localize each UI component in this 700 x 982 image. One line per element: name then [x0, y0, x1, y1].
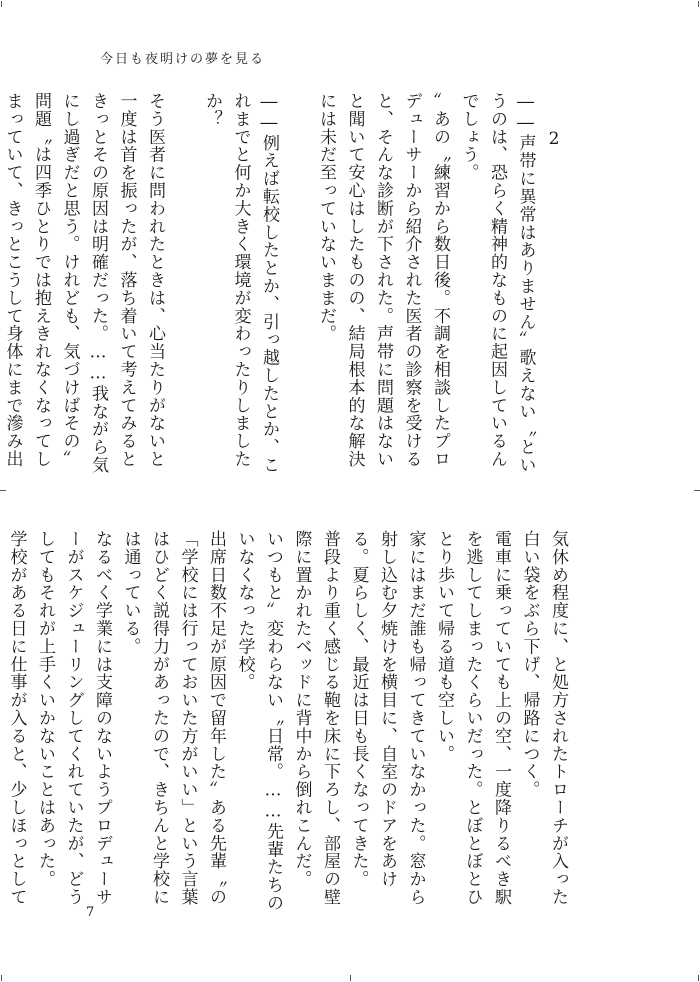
- paragraph: 電車に乗っていても上の空、一度降りるべき駅を逃してしまったくらいだった。とぼとぼとひとり歩いて帰る道も空しい。: [434, 530, 511, 906]
- paragraph: いつもと〟変わらない〝日常。……先輩たちのいなくなった学校。: [234, 530, 283, 912]
- paragraph: 学校がある日に仕事が入ると、少しほっとして: [6, 530, 27, 906]
- crop-mark: [698, 1, 699, 7]
- paragraph: 家にはまだ誰も帰ってきていなかった。窓から射し込む夕焼けを横目に、自室のドアをあける。夏らしく、最近は日も長くなってきた。: [348, 530, 426, 906]
- paragraph: ――例えば転校したとか、引っ越したとか、これまでと何か大きく環境が変わったりしましたか？: [202, 92, 279, 474]
- chapter-number: 2: [544, 129, 564, 151]
- paragraph: そう医者に問われたときは、心当たりがないと一度は首を振ったが、落ち着いて考えてみるときっとその原因は明確だった。……我ながら気にし過ぎだと思う。けれども、気づけばその〟問題〝は四季ひとりでは抱えきれなくなってしまっていて、きっとこうして身体にまで滲み出: [2, 92, 165, 474]
- blank-line: [283, 92, 312, 478]
- lower-text-block: [6, 530, 572, 916]
- crop-mark: [1, 975, 2, 981]
- paragraph: 出席日数不足が原因で留年した〟ある先輩〝の「学校には行っておいた方がいい」という言葉はひどく説得力があったので、きちんと学校には通っている。: [120, 530, 226, 906]
- paragraph: 気休め程度に、と処方されたトローチが入った白い袋をぶら下げ、帰路につく。: [519, 530, 568, 906]
- paragraph: ――声帯に異常はありません〟歌えない〝というのは、恐らく精神的なものに起因しているんでしょう。: [458, 92, 536, 474]
- page-number: 7: [86, 905, 95, 920]
- paragraph: 普段より重く感じる鞄を床に下ろし、部屋の壁際に置かれたベッドに背中から倒れこんだ。: [291, 530, 340, 906]
- crop-mark: [350, 975, 351, 981]
- crop-mark: [0, 490, 6, 491]
- crop-mark: [698, 975, 699, 981]
- running-head: 今日も夜明けの夢を見る: [100, 52, 266, 67]
- crop-mark: [1, 1, 2, 7]
- paragraph: 〟あの〝練習から数日後。不調を相談したプロデューサーから紹介された医者の診察を受けると、そんな診断が下された。声帯に問題はないと聞いて安心はしたものの、結局根本的な解決には未だ至っていないままだ。: [316, 92, 450, 468]
- blank-line: [169, 92, 198, 478]
- crop-mark: [694, 490, 700, 491]
- paragraph: なるべく学業には支障のないようプロデューサーがスケジューリングしてくれていたが、どうしてもそれが上手くいかないことはあった。: [35, 530, 112, 906]
- upper-text-block: [2, 92, 568, 478]
